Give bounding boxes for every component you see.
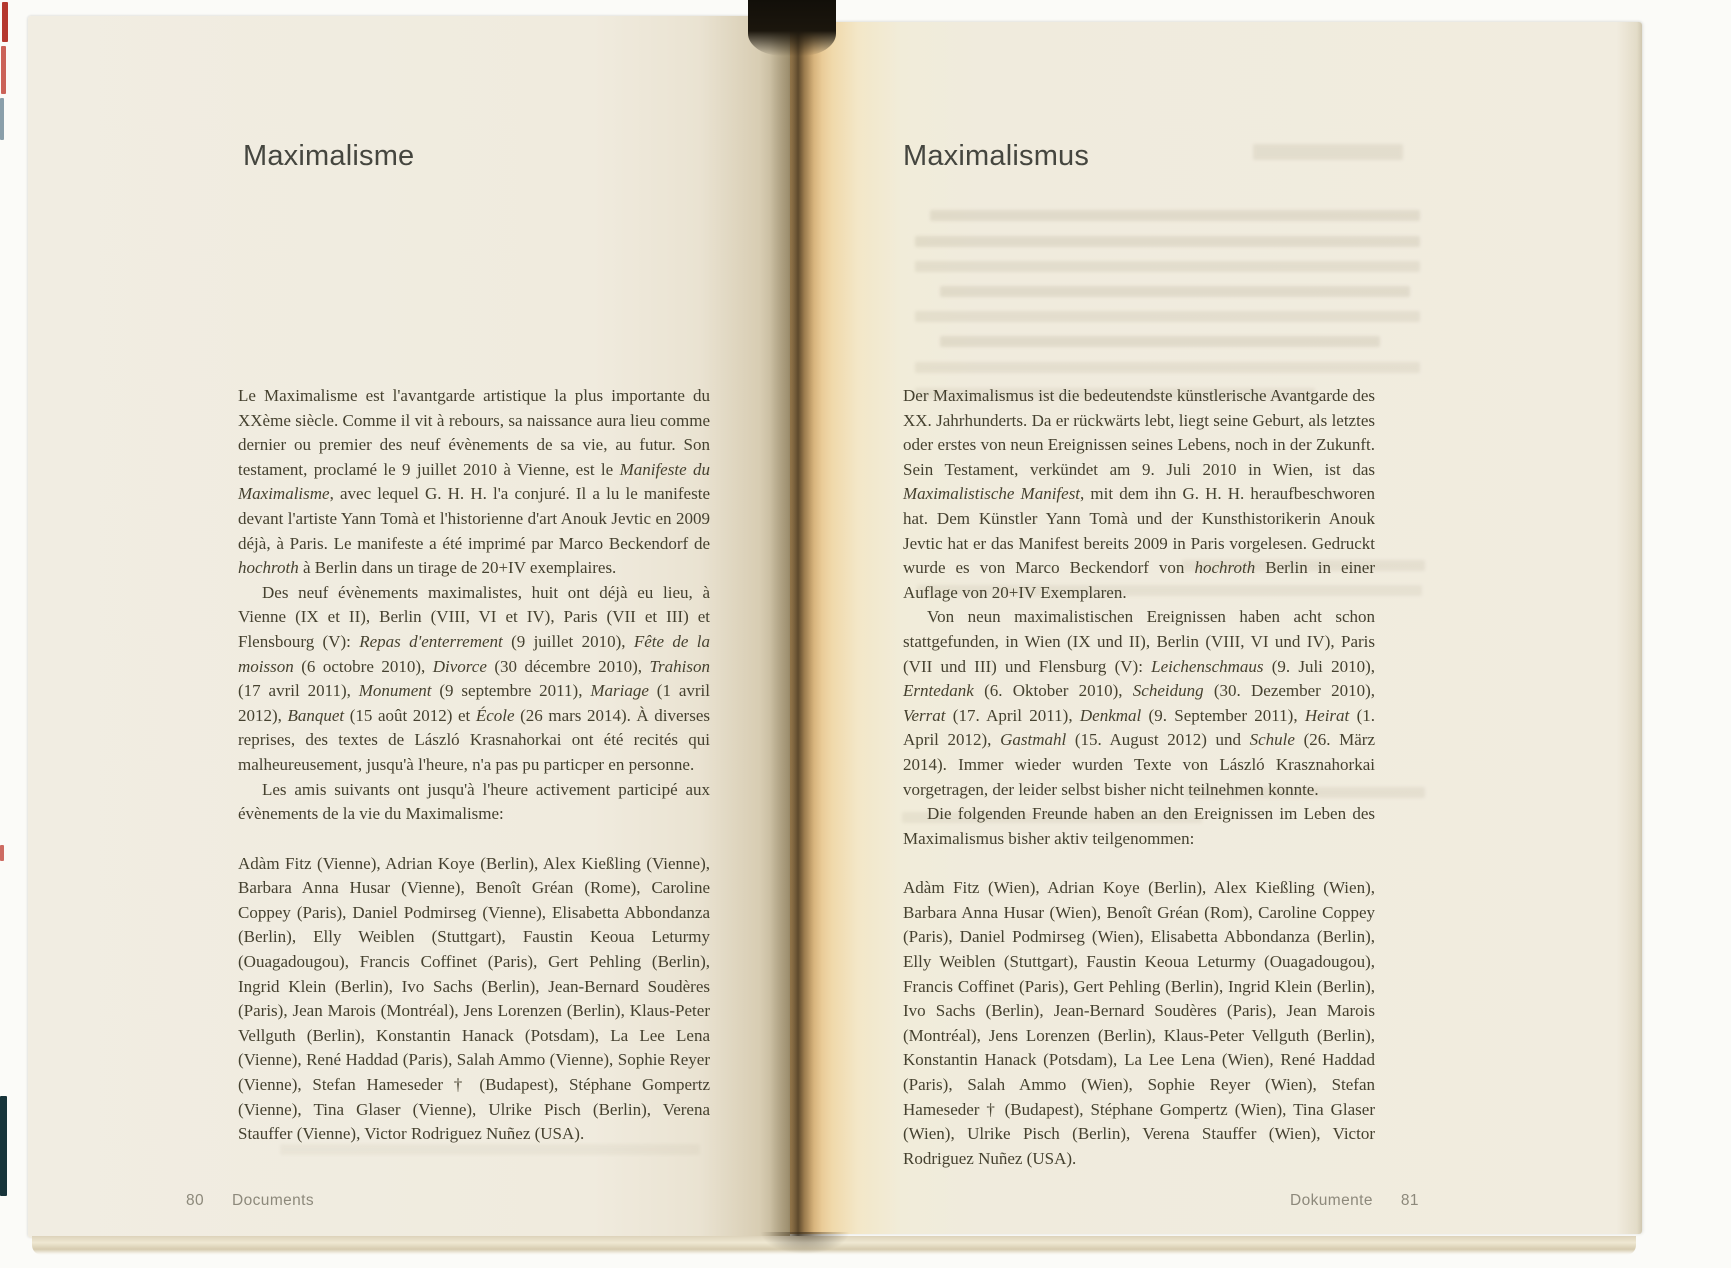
section-label: Documents bbox=[232, 1192, 315, 1209]
right-page-body bbox=[903, 384, 1375, 1171]
friends-intro-paragraph: Les amis suivants ont jusqu'à l'heure activement participé aux évènements de la vie du Maximalisme: bbox=[238, 779, 710, 824]
show-through bbox=[940, 286, 1410, 297]
edge-mark-teal bbox=[0, 1096, 7, 1196]
edge-mark-red bbox=[0, 845, 4, 861]
friends-intro-paragraph: Die folgenden Freunde haben an den Ereignissen im Leben des Maximalismus bisher aktiv teilgenommen: bbox=[903, 804, 1375, 848]
show-through bbox=[1253, 144, 1403, 160]
show-through bbox=[915, 311, 1420, 322]
spine-top-shadow bbox=[748, 0, 836, 56]
participants-list: Adàm Fitz (Vienne), Adrian Koye (Berlin), Alex Kießling (Vienne), Barbara Anna Husar (Vienne), Benoît Gréan (Rome), Caroline Coppey (Paris), Daniel Podmirseg (Vienne), Elisabetta Abbondanza (Berlin), Elly Weiblen (Stuttgart), Faustin Keoua Leturmy (Ouagadougou), Francis Coffinet (Paris), Gert Pehling (Berlin), Ingrid Klein (Berlin), Ivo Sachs (Berlin), Jean-Bernard Soudères (Paris), Jean Marois (Montréal), Jens Lorenzen (Berlin), Klaus-Peter Vellguth (Berlin), Konstantin Hanack (Potsdam), La Lee Lena (Vienne), René Haddad (Paris), Salah Ammo (Vienne), Sophie Reyer (Vienne), Stefan Hameseder † (Budapest), Stéphane Gompertz (Vienne), Tina Glaser (Vienne), Ulrike Pisch (Berlin), Verena Stauffer (Vienne), Victor Rodriguez Nuñez (USA). bbox=[238, 853, 710, 1144]
left-page-title: Maximalisme bbox=[243, 140, 415, 172]
left-page-body bbox=[238, 384, 710, 1147]
show-through bbox=[915, 236, 1420, 247]
intro-paragraph: Le Maximalisme est l'avantgarde artistique la plus importante du XXème siècle. Comme il vit à rebours, sa naissance aura lieu comme dernier ou premier des neuf évènements de sa vie, au futur. Son testament, proclamé le 9 juillet 2010 à Vienne, est le Manifeste du Maximalisme, avec lequel G. H. H. l'a conjuré. Il a lu le manifeste devant l'artiste Yann Tomà et l'historienne d'art Anouk Jevtic en 2009 déjà, à Paris. Le manifeste a été imprimé par Marco Beckendorf de hochroth à Berlin dans un tirage de 20+IV exemplaires. bbox=[238, 386, 710, 578]
edge-mark-red bbox=[1, 46, 6, 94]
events-paragraph: Von neun maximalistischen Ereignissen haben acht schon stattgefunden, in Wien (IX und II), Berlin (VIII, VI und IV), Paris (VII und III) und Flensburg (V): Leichenschmaus (9. Juli 2010), Erntedank (6. Oktober 2010), Scheidung (30. Dezember 2010), Verrat (17. April 2011), Denkmal (9. September 2011), Heirat (1. April 2012), Gastmahl (15. August 2012) und Schule (26. März 2014). Immer wieder wurden Texte von László Krasznahorkai vorgetragen, der leider selbst bisher nicht teilnehmen konnte. bbox=[903, 607, 1376, 799]
intro-paragraph: Der Maximalismus ist die bedeutendste künstlerische Avantgarde des XX. Jahrhunderts. Da er rückwärts lebt, liegt seine Geburt, als letztes oder erstes von neun Ereignissen seines Lebens, noch in der Zukunft. Sein Testament, verkündet am 9. Juli 2010 in Wien, ist das Maximalistische Manifest, mit dem ihn G. H. H. heraufbeschworen hat. Dem Künstler Yann Tomà und der Kunsthistorikerin Anouk Jevtic hat er das Manifest bereits 2009 in Paris vorgelesen. Gedruckt wurde es von Marco Beckendorf von hochroth Berlin in einer Auflage von 20+IV Exemplaren. bbox=[903, 386, 1375, 602]
right-page-title: Maximalismus bbox=[903, 140, 1090, 172]
right-page-footer bbox=[1290, 1192, 1419, 1210]
edge-mark-blue bbox=[0, 98, 4, 140]
edge-mark-red bbox=[2, 2, 8, 42]
right-page bbox=[790, 22, 1642, 1234]
left-page bbox=[28, 16, 790, 1238]
events-paragraph: Des neuf évènements maximalistes, huit ont déjà eu lieu, à Vienne (IX et II), Berlin (VIII, VI et IV), Paris (VII et III) et Flensbourg (V): Repas d'enterrement (9 juillet 2010), Fête de la moisson (6 octobre 2010), Divorce (30 décembre 2010), Trahison (17 avril 2011), Monument (9 septembre 2011), Mariage (1 avril 2012), Banquet (15 août 2012) et École (26 mars 2014). À diverses reprises, des textes de László Krasnahorkai ont été recités qui malheureusement, jusqu'à l'heure, n'a pas pu particper en personne. bbox=[238, 582, 710, 774]
left-page-footer bbox=[186, 1192, 314, 1210]
page-number: 81 bbox=[1400, 1192, 1419, 1209]
show-through bbox=[915, 261, 1420, 272]
gutter-bottom-shadow bbox=[760, 1232, 850, 1254]
page-number: 80 bbox=[186, 1192, 205, 1209]
section-label: Dokumente bbox=[1290, 1192, 1373, 1209]
participants-list: Adàm Fitz (Wien), Adrian Koye (Berlin), Alex Kießling (Wien), Barbara Anna Husar (Wien), Benoît Gréan (Rom), Caroline Coppey (Paris), Daniel Podmirseg (Wien), Elisabetta Abbondanza (Berlin), Elly Weiblen (Stuttgart), Faustin Keoua Leturmy (Ouagadougou), Francis Coffinet (Paris), Gert Pehling (Berlin), Ingrid Klein (Berlin), Ivo Sachs (Berlin), Jean-Bernard Soudères (Paris), Jean Marois (Montréal), Jens Lorenzen (Berlin), Klaus-Peter Vellguth (Berlin), Konstantin Hanack (Potsdam), La Lee Lena (Wien), René Haddad (Paris), Salah Ammo (Wien), Sophie Reyer (Wien), Stefan Hameseder † (Budapest), Stéphane Gompertz (Wien), Tina Glaser (Wien), Ulrike Pisch (Berlin), Verena Stauffer (Wien), Victor Rodriguez Nuñez (USA). bbox=[903, 878, 1375, 1168]
show-through bbox=[930, 210, 1420, 221]
show-through bbox=[940, 336, 1380, 347]
show-through bbox=[915, 362, 1420, 373]
